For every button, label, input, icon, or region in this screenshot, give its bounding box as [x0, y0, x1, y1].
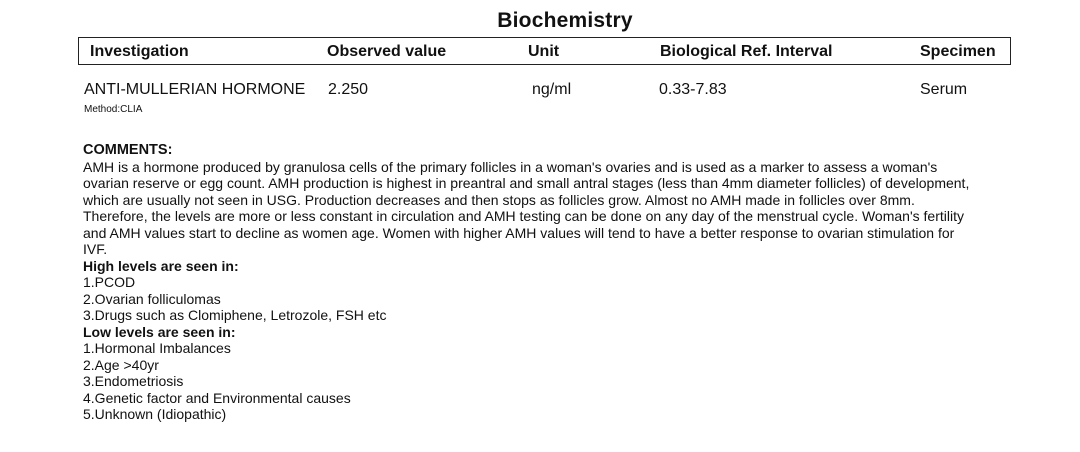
list-item: 1.PCOD [83, 274, 136, 290]
cell-observed-value: 2.250 [328, 81, 369, 98]
section-title: Biochemistry [497, 9, 633, 32]
header-ref-interval: Biological Ref. Interval [660, 43, 833, 60]
list-item: 3.Drugs such as Clomiphene, Letrozole, FSH etc [83, 307, 387, 323]
header-specimen: Specimen [920, 43, 996, 60]
high-levels-heading: High levels are seen in: [83, 257, 239, 274]
header-observed-value: Observed value [327, 43, 447, 60]
table-header [78, 37, 1011, 65]
comments-section [83, 142, 1013, 423]
method-note: Method:CLIA [84, 104, 143, 115]
list-item: 2.Ovarian folliculomas [83, 290, 221, 307]
cell-ref-interval: 0.33-7.83 [659, 81, 727, 98]
paragraph-line: AMH is a hormone produced by granulosa cells of the primary follicles in a woman's ovaries and is used as a marker to assess a woman's [83, 158, 938, 175]
paragraph-line: and AMH values start to decline as women age. Women with higher AMH values will tend to have a better response to ovarian stimulation for [83, 224, 955, 241]
cell-unit: ng/ml [532, 81, 572, 98]
paragraph-line: Therefore, the levels are more or less constant in circulation and AMH testing can be done on any day of the menstrual cycle. Woman's fertility [83, 208, 964, 224]
low-levels-heading: Low levels are seen in: [83, 323, 236, 340]
paragraph-line: ovarian reserve or egg count. AMH production is highest in preantral and small antral stages (less than 4mm diameter follicles) of development, [83, 175, 970, 191]
list-item: 2.Age >40yr [83, 356, 159, 373]
table-row [0, 81, 1080, 103]
comments-heading: COMMENTS: [83, 142, 173, 158]
list-item: 3.Endometriosis [83, 373, 184, 389]
cell-investigation: ANTI-MULLERIAN HORMONE [84, 81, 306, 98]
cell-specimen: Serum [920, 81, 968, 98]
list-item: 4.Genetic factor and Environmental causes [83, 389, 351, 406]
comments-paragraph [83, 159, 1013, 258]
list-item: 1.Hormonal Imbalances [83, 340, 231, 356]
list-item: 5.Unknown (Idiopathic) [83, 406, 227, 422]
paragraph-line: which are usually not seen in USG. Production decreases and then stops as follicles grow. Almost no AMH made in follicles over 8mm. [83, 191, 915, 208]
header-investigation: Investigation [90, 43, 189, 60]
paragraph-line: IVF. [83, 241, 108, 257]
header-unit: Unit [528, 43, 560, 60]
